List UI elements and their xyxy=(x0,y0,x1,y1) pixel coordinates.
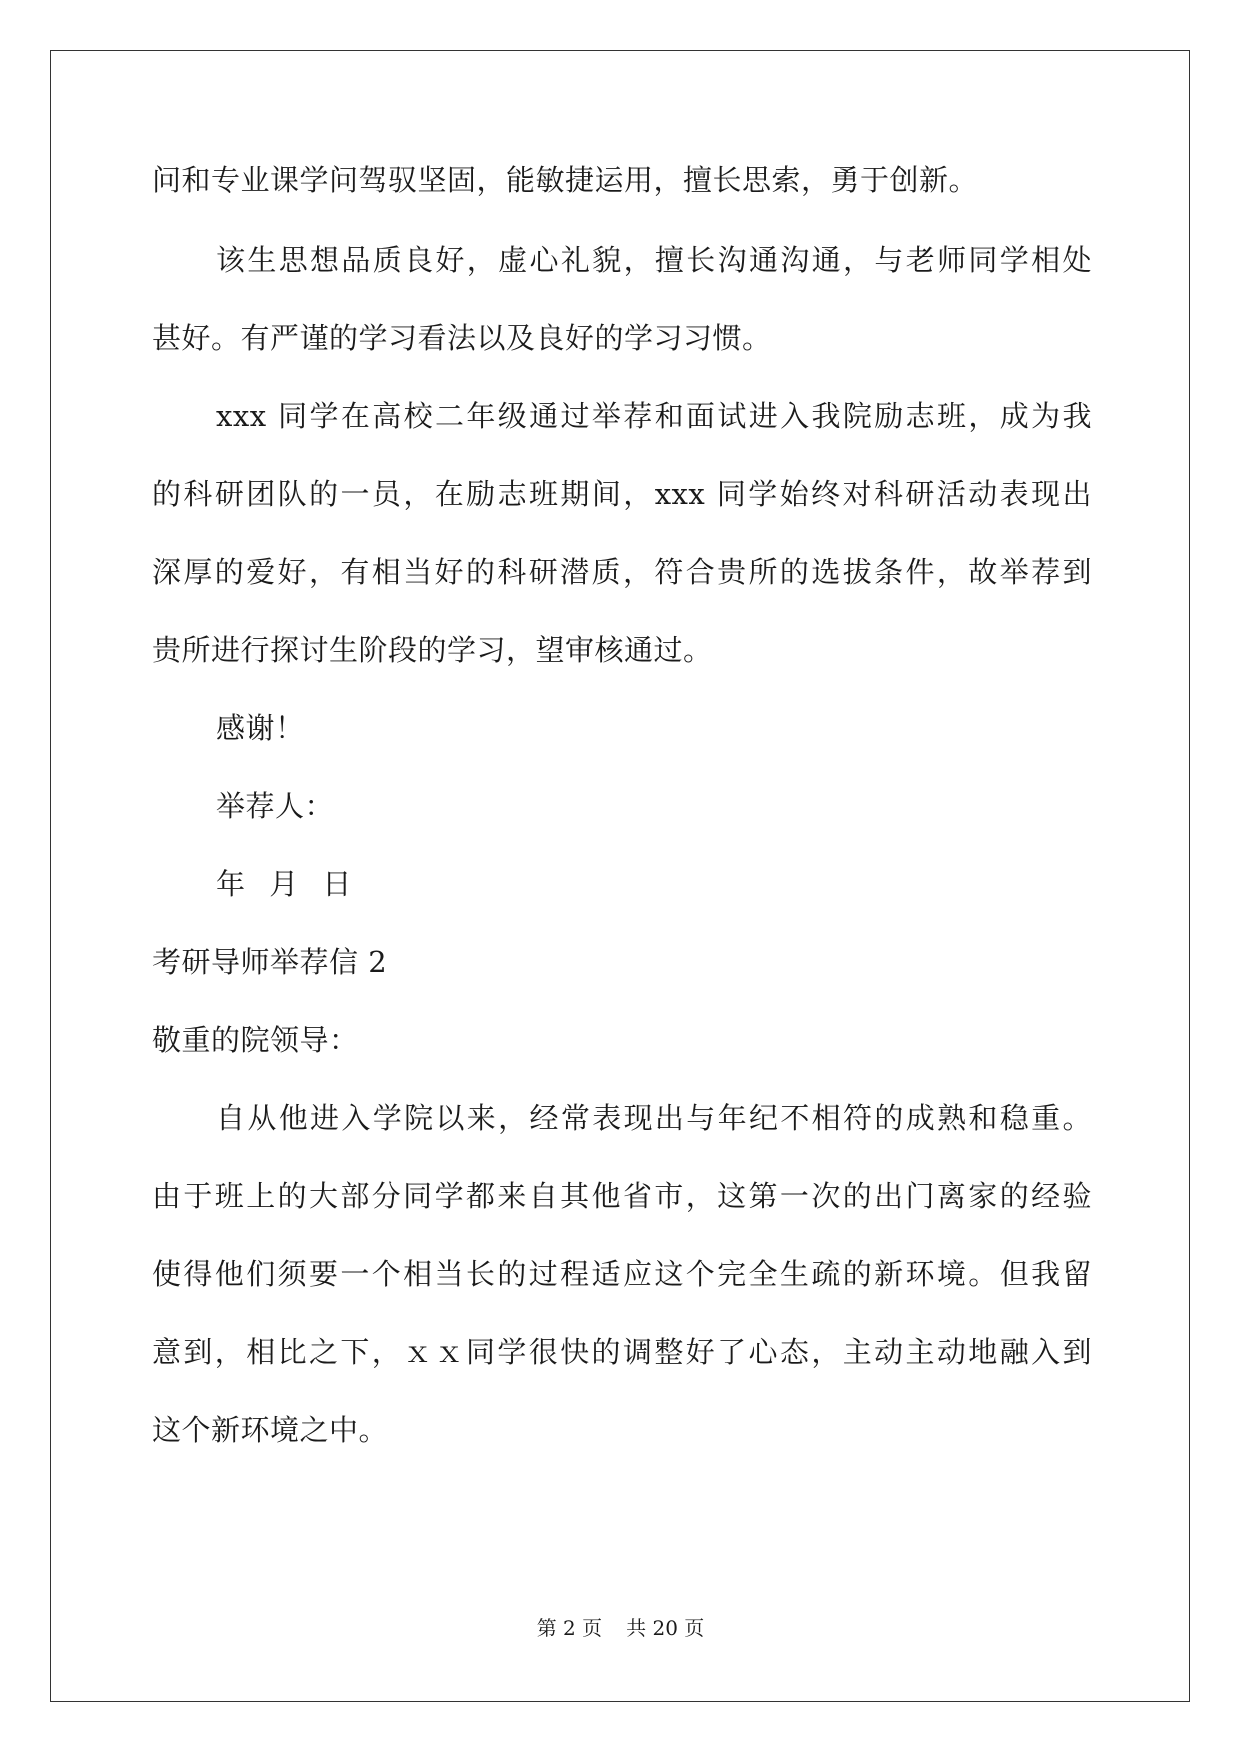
page-total: 共 20 页 xyxy=(626,1616,705,1640)
paragraph-line: 贵所进行探讨生阶段的学习，望审核通过。 xyxy=(152,633,713,667)
paragraph-line: 该生思想品质良好，虚心礼貌，擅长沟通沟通，与老师同学相处 xyxy=(216,243,1092,277)
paragraph-line: 这个新环境之中。 xyxy=(152,1413,389,1447)
paragraph-line: 由于班上的大部分同学都来自其他省市，这第一次的出门离家的经验 xyxy=(152,1179,1092,1213)
paragraph-line: 使得他们须要一个相当长的过程适应这个完全生疏的新环境。但我留 xyxy=(152,1257,1092,1291)
paragraph-line: 甚好。有严谨的学习看法以及良好的学习习惯。 xyxy=(152,321,772,355)
paragraph-line: 自从他进入学院以来，经常表现出与年纪不相符的成熟和稳重。 xyxy=(216,1101,1092,1135)
date-line: 年 月 日 xyxy=(216,867,352,901)
recommender-label: 举荐人： xyxy=(216,789,335,823)
paragraph-line: 问和专业课学问驾驭坚固，能敏捷运用，擅长思索，勇于创新。 xyxy=(152,163,979,197)
section-title: 考研导师举荐信 2 xyxy=(152,945,388,979)
salutation: 敬重的院领导： xyxy=(152,1023,359,1057)
paragraph-line: 的科研团队的一员，在励志班期间，xxx 同学始终对科研活动表现出 xyxy=(152,477,1092,511)
paragraph-line: 意到，相比之下，ｘｘ同学很快的调整好了心态，主动主动地融入到 xyxy=(152,1335,1092,1369)
paragraph-line: xxx 同学在高校二年级通过举荐和面试进入我院励志班，成为我 xyxy=(216,399,1092,433)
page-footer xyxy=(0,1616,1241,1640)
closing-thanks: 感谢！ xyxy=(216,711,305,745)
paragraph-line: 深厚的爱好，有相当好的科研潜质，符合贵所的选拔条件，故举荐到 xyxy=(152,555,1092,589)
page-number: 第 2 页 xyxy=(536,1616,603,1640)
